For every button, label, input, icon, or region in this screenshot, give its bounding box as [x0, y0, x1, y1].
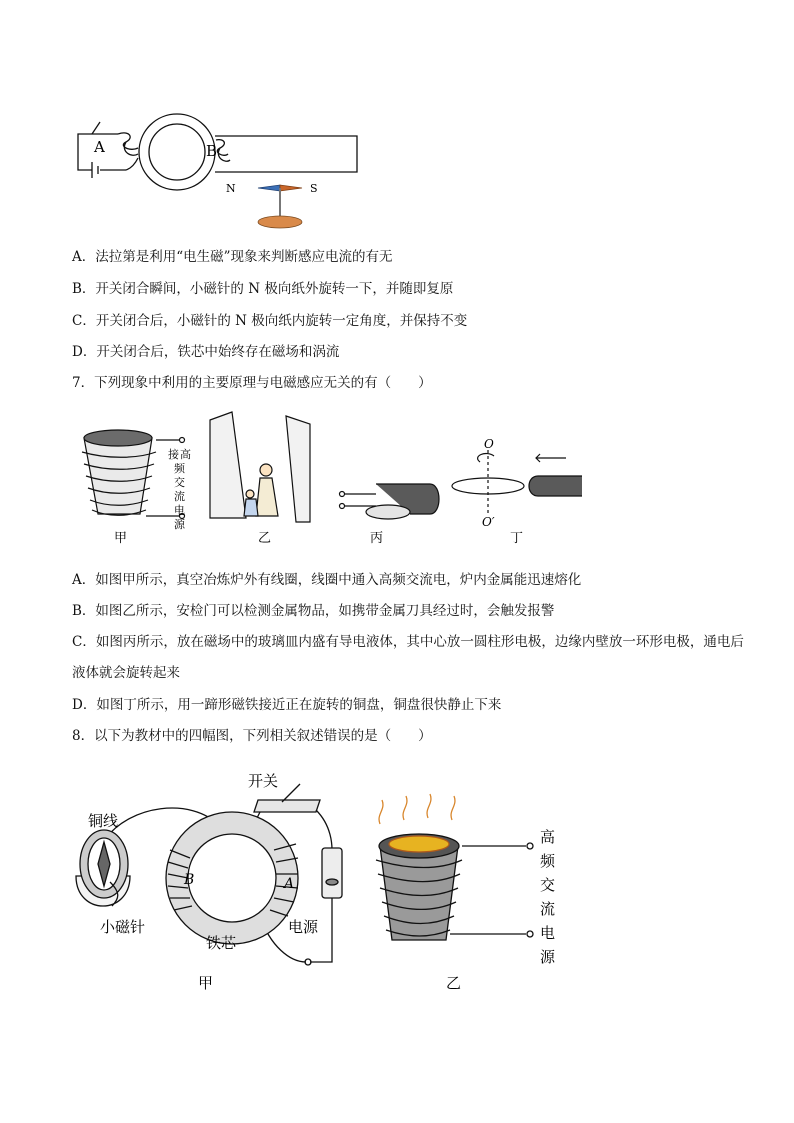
q6-option-a: A．法拉第是利用“电生磁”现象来判断感应电流的有无: [72, 249, 393, 265]
q7-label-o: O: [484, 437, 494, 451]
furnace-yi: [376, 794, 533, 940]
iron-ring-outer: [139, 114, 218, 190]
compass: [258, 185, 302, 228]
q8-stem: 8．以下为教材中的四幅图，下列相关叙述错误的是（ ）: [72, 728, 432, 744]
bing-dish: [366, 505, 410, 519]
switch-base: [254, 800, 320, 812]
iron-ring-inner: [188, 834, 276, 922]
q8-hf-char-5: 电: [540, 924, 556, 942]
compass-needle-north: [258, 185, 280, 191]
q8-label-jia: 甲: [198, 974, 214, 992]
bing-terminal-bottom: [340, 504, 345, 509]
coil-a: [118, 133, 138, 170]
q8-figure: [70, 766, 570, 996]
q6-option-b: B．开关闭合瞬间，小磁针的 N 极向纸外旋转一下，并随即复原: [72, 281, 454, 297]
furnace-terminal-bottom: [527, 931, 533, 937]
disc-rotation-arrow: [478, 454, 494, 462]
compass-needle-south: [280, 185, 302, 191]
rotating-liquid-bing: [340, 484, 440, 519]
q8-label-power: 电源: [288, 918, 319, 936]
q7-power-char-1: 接: [168, 448, 179, 461]
q7-option-c: C．如图丙所示，放在磁场中的玻璃皿内盛有导电液体，其中心放一圆柱形电极，边缘内壁放一环形电极，通电后液体就会旋转起来: [72, 634, 744, 681]
q7-power-char-3: 频: [174, 462, 185, 475]
fig1-label-a: A: [94, 138, 105, 156]
fig1-label-n: N: [226, 182, 236, 195]
furnace-metal-top: [84, 430, 152, 446]
child-head: [246, 490, 254, 498]
heat-waves: [379, 794, 455, 824]
q8-hf-char-1: 高: [540, 828, 556, 846]
furnace-terminal-top: [527, 843, 533, 849]
molten-metal: [389, 836, 449, 852]
copper-disc-ding: [452, 450, 582, 514]
q6-option-d: D．开关闭合后，铁芯中始终存在磁场和涡流: [72, 344, 340, 360]
q7-label-ding: 丁: [510, 531, 524, 546]
child-body: [244, 499, 258, 516]
furnace-body: [380, 846, 458, 940]
q7-option-d: D．如图丁所示，用一蹄形磁铁接近正在旋转的铜盘，铜盘很快静止下来: [72, 697, 502, 713]
q8-hf-char-6: 源: [540, 948, 556, 966]
coil-b: [216, 140, 230, 162]
switch-lever: [282, 784, 300, 802]
gate-left-panel: [210, 412, 246, 518]
q8-hf-char-3: 交: [540, 876, 556, 894]
q8-label-b: B: [184, 872, 195, 888]
q7-label-jia: 甲: [114, 531, 128, 546]
q7-power-char-7: 源: [174, 518, 185, 531]
q7-label-yi: 乙: [258, 531, 272, 546]
q6-circuit-figure: [70, 112, 370, 232]
q7-power-char-2: 高: [180, 448, 191, 461]
q8-label-copper-wire: 铜线: [88, 812, 119, 830]
q7-option-a: A．如图甲所示，真空冶炼炉外有线圈，线圈中通入高频交流电，炉内金属能迅速熔化: [72, 572, 582, 588]
q8-hf-char-2: 频: [540, 852, 556, 870]
battery-terminal: [326, 879, 338, 885]
fig1-label-s: S: [310, 182, 318, 195]
q7-stem: 7．下列现象中利用的主要原理与电磁感应无关的有（ ）: [72, 375, 432, 391]
right-circuit-wire: [215, 136, 357, 172]
security-gate-yi: [210, 412, 310, 522]
q8-label-needle: 小磁针: [100, 918, 146, 936]
q6-option-c: C．开关闭合后，小磁针的 N 极向纸内旋转一定角度，并保持不变: [72, 313, 468, 329]
person-head: [260, 464, 272, 476]
q8-label-a: A: [284, 876, 295, 892]
person-body: [256, 478, 278, 516]
q7-power-char-4: 交: [174, 476, 185, 489]
switch-blade: [92, 122, 100, 134]
q7-label-bing: 丙: [370, 531, 384, 546]
battery: [322, 848, 342, 898]
q8-label-core: 铁芯: [206, 934, 237, 952]
furnace-jia: [82, 430, 185, 519]
gate-right-panel: [286, 416, 310, 522]
compass-base: [258, 216, 302, 228]
iron-ring-inner: [149, 124, 205, 180]
q7-label-o-prime: O′: [482, 515, 495, 529]
q8-hf-char-4: 流: [540, 900, 556, 918]
fig1-label-b: B: [206, 142, 218, 160]
q7-option-b: B．如图乙所示，安检门可以检测金属物品，如携带金属刀具经过时，会触发报警: [72, 603, 555, 619]
ding-magnet: [529, 476, 582, 496]
q7-power-char-5: 流: [174, 490, 185, 503]
q7-power-char-6: 电: [174, 504, 185, 517]
furnace-terminal-top: [180, 438, 185, 443]
q8-label-yi: 乙: [446, 974, 462, 992]
q7-figure: [70, 402, 630, 552]
bing-terminal-top: [340, 492, 345, 497]
q8-label-switch: 开关: [248, 772, 279, 790]
switch-to-power-wire: [316, 810, 332, 850]
